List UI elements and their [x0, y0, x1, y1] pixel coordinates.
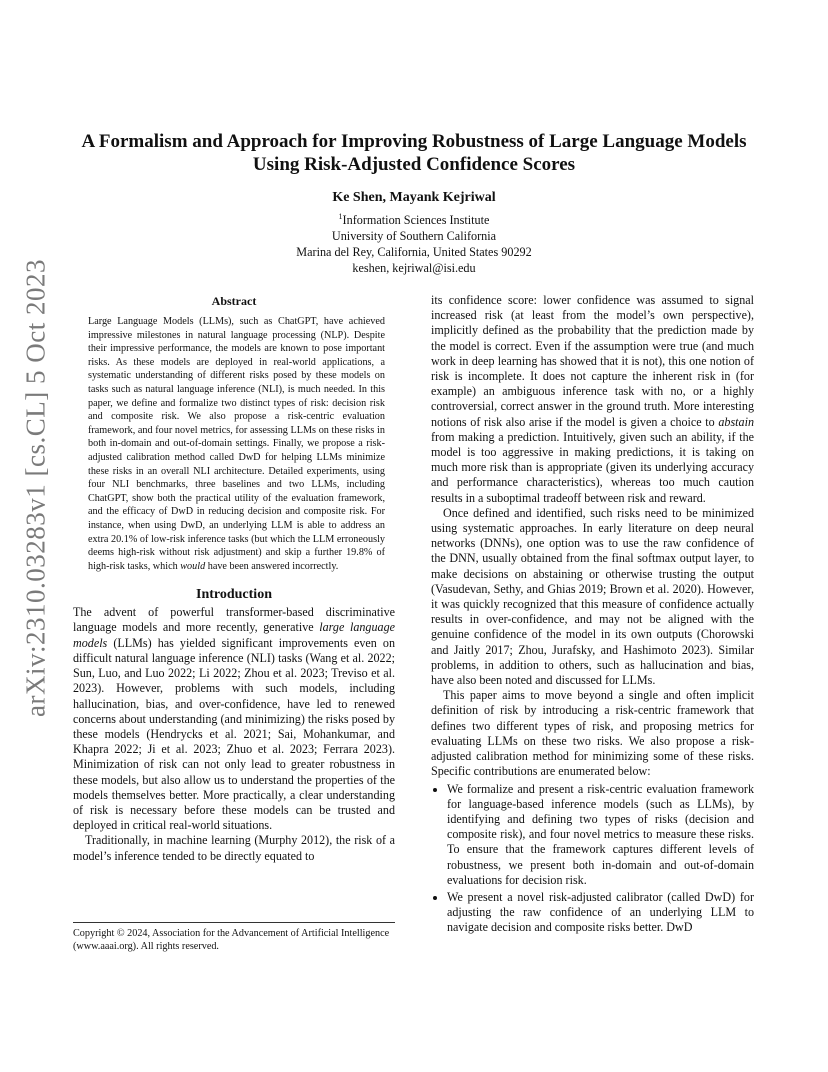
right-column [431, 293, 754, 938]
title-line-1: A Formalism and Approach for Improving Robustness of Large Language Models [81, 131, 747, 152]
intro-p1-italic: large language models [73, 620, 395, 650]
right-paragraph-3: This paper aims to move beyond a single and often implicit definition of risk by introducing a risk-centric framework that defines two different types of risk, and proposing metrics for evaluating LLMs on these two risks. We also propose a risk-adjusted calibration method for minimizing some of these risks. Specific contributions are enumerated below: [431, 688, 754, 779]
abstract-italic: would [180, 560, 206, 572]
abstract-text-2: have been answered incorrectly. [205, 560, 339, 572]
intro-paragraph-1 [73, 605, 395, 833]
contribution-item: • We present a novel risk-adjusted calibrator (called DwD) for adjusting the raw confidence of an underlying LLM to navigate decision and composite risks better. DwD [447, 890, 754, 936]
affiliation-marker: 1 [338, 212, 343, 221]
right-p1-italic: abstain [718, 414, 754, 429]
arxiv-identifier: arXiv:2310.03283v1 [cs.CL] 5 Oct 2023 [20, 259, 51, 717]
arxiv-stamp-margin [0, 0, 60, 1072]
introduction-heading: Introduction [196, 587, 272, 603]
contributions-list [431, 782, 754, 936]
email-line: keshen, kejriwal@isi.edu [352, 261, 476, 276]
left-column [73, 294, 395, 864]
intro-p1-text-a: The advent of powerful transformer-based discriminative language models and more recently, generative [73, 605, 395, 635]
intro-p1-text-b: (LLMs) has yielded significant improvements even on difficult natural language inference (NLI) tasks (Wang et al. 2022; Sun, Luo, and Luo 2022; Li 2022; Zhou et al. 2023; Treviso et al. 2023). However, problems with such models, including hallucination, bias, and over-confidence, have led to renewed concerns about understanding (and minimizing) the risks posed by these models (Hendrycks et al. 2021; Sai, Mohankumar, and Khapra 2022; Ji et al. 2023; Zhuo et al. 2023; Ferrara 2023). Minimization of risk can not only lead to greater robustness in these models, but also allow us to understand the properties of the models themselves better. More practically, a clear understanding of risk is necessary before these models can be trusted and deployed in critical real-world situations. [73, 635, 395, 833]
intro-paragraph-2: Traditionally, in machine learning (Murphy 2012), the risk of a model’s inference tended to be directly equated to [73, 833, 395, 863]
institute-name: Information Sciences Institute [342, 213, 490, 228]
university-line: University of Southern California [331, 229, 497, 244]
paper-title [60, 130, 768, 176]
right-p1-text-a: its confidence score: lower confidence was assumed to signal increased risk (at least from the model’s own perspective), implicitly defined as the probability that the prediction made by the model is correct. Even if the assumption were true (and much work in deep learning has showed that it is not), this one notion of risk is incomplete. It does not capture the inherent risk in (for example) an ambiguous inference task with no, or a highly controversial, correct answer in the ground truth. More interesting notions of risk also arise if the model is given a choice to [431, 293, 754, 429]
right-paragraph-1 [431, 293, 754, 506]
abstract-heading: Abstract [211, 294, 257, 308]
affiliation-block [60, 209, 768, 276]
contribution-item: • We formalize and present a risk-centric evaluation framework for language-based inference models (such as LLMs), by identifying and defining two types of risks (decision and composite risk), and four novel metrics to measure these risks. To ensure that the framework captures different levels of robustness, we present both in-domain and out-of-domain evaluations for decision risk. [447, 782, 754, 888]
right-paragraph-2: Once defined and identified, such risks need to be minimized using systematic approaches. In early literature on deep neural networks (DNNs), one option was to use the raw confidence of the DNN, usually obtained from the final softmax output layer, to make decisions on abstaining or otherwise trusting the output (Vasudevan, Sethy, and Ghias 2019; Brown et al. 2020). However, it was quickly recognized that this measure of confidence actually results in over-confidence, and may not be aligned with the genuine confidence of the model in its own outputs (Chorowski and Jaitly 2017; Zhou, Jurafsky, and Hashimoto 2023). Similar problems, in addition to others, such as hallucination and bias, have also been noted and discussed for LLMs. [431, 505, 754, 688]
title-line-2: Using Risk-Adjusted Confidence Scores [252, 154, 576, 175]
abstract-text-1: Large Language Models (LLMs), such as ChatGPT, have achieved impressive milestones in natural language processing (NLP). Despite their impressive performance, the models are known to pose important risks. As these models are deployed in real-world applications, a systematic understanding of different risks posed by these models on tasks such as natural language inference (NLI), is much needed. In this paper, we define and formalize two distinct types of risk: decision risk and composite risk. We also propose a risk-centric evaluation framework, and four novel metrics, for assessing LLMs on these risks in both in-domain and out-of-domain settings. Finally, we propose a risk-adjusted calibration method called DwD for helping LLMs minimize these risks in an overall NLI architecture. Detailed experiments, using four NLI benchmarks, three baselines and two LLMs, including ChatGPT, show both the practical utility of the evaluation framework, and the efficacy of DwD in reducing decision and composite risk. For instance, when using DwD, an underlying LLM is able to address an extra 20.1% of low-risk inference tasks (but which the LLM erroneously deems high-risk without risk adjustment) and skip a further 19.8% of high-risk tasks, which [88, 316, 385, 572]
copyright-footnote: Copyright © 2024, Association for the Advancement of Artificial Intelligence (www.aaai.org). All rights reserved. [73, 922, 395, 954]
right-p1-text-b: from making a prediction. Intuitively, given such an ability, if the model is too aggressive in making predictions, it is taking on much more risk than is appropriate (given its underlying accuracy and performance characteristics), whereas too much caution results in a suboptimal tradeoff between risk and reward. [431, 429, 754, 505]
address-line: Marina del Rey, California, United States 90292 [296, 245, 532, 260]
abstract-body [88, 315, 385, 573]
author-list: Ke Shen, Mayank Kejriwal [332, 190, 496, 205]
institute-line [60, 209, 768, 228]
